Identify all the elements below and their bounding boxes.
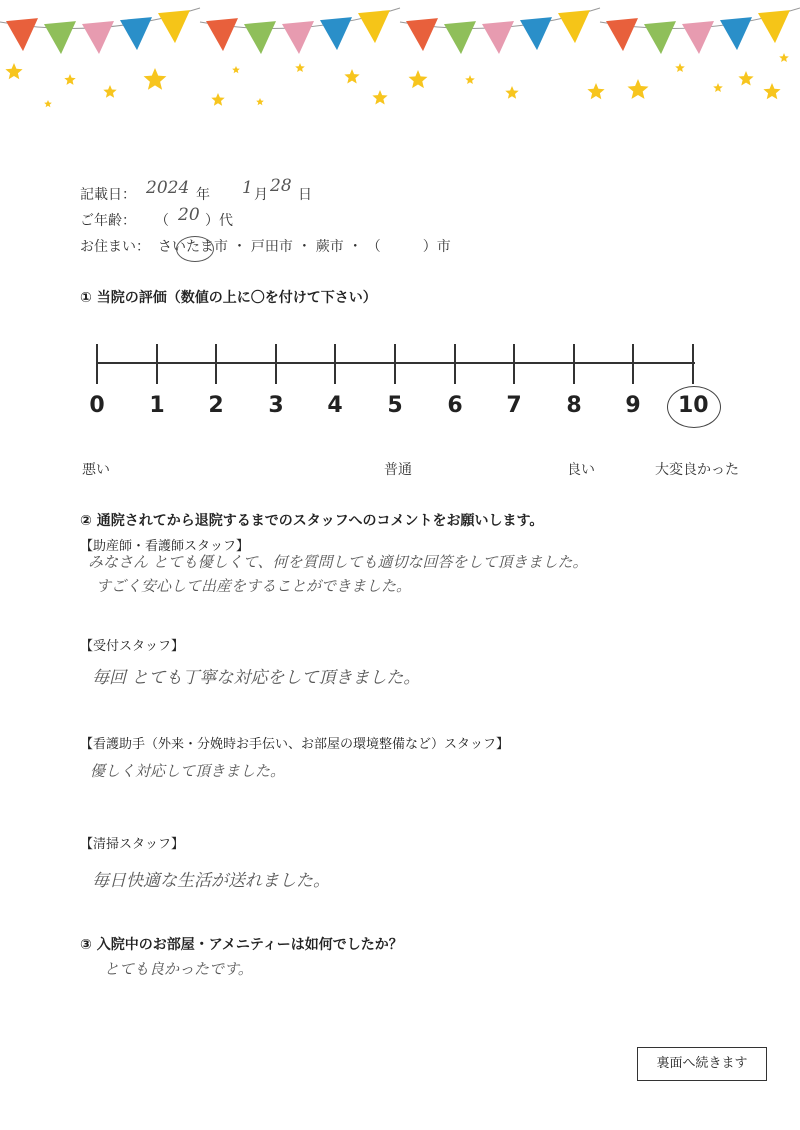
rating-tick-1 — [156, 344, 158, 384]
star-icon — [713, 83, 723, 92]
age-open-paren: （ — [155, 213, 169, 229]
year-unit: 年 — [196, 187, 210, 203]
reception-staff-label: 【受付スタッフ】 — [80, 639, 185, 654]
star-icon — [628, 79, 649, 99]
rating-number-3: 3 — [268, 393, 284, 418]
rating-tick-9 — [632, 344, 634, 384]
date-month-value: 1 — [242, 178, 253, 198]
rating-tick-5 — [394, 344, 396, 384]
continue-on-back-note: 裏面へ続きます — [637, 1047, 767, 1081]
bunting-flag — [644, 21, 676, 54]
bunting-flag — [282, 21, 314, 54]
star-icon — [256, 98, 264, 105]
bunting-flag — [682, 21, 714, 54]
rating-tick-0 — [96, 344, 98, 384]
day-unit: 日 — [298, 187, 312, 203]
rating-number-1: 1 — [149, 393, 165, 418]
bunting-banner — [0, 0, 800, 130]
rating-number-9: 9 — [625, 393, 641, 418]
rating-scale-line — [97, 362, 695, 364]
nursing-assistant-comment: 優しく対応して頂きました。 — [90, 762, 286, 780]
midwife-comment-line1: みなさん とても優しくて、何を質問しても適切な回答をして頂きました。 — [88, 553, 588, 571]
age-close-unit: ）代 — [205, 213, 233, 229]
rating-selected-circle — [667, 386, 721, 428]
date-year-value: 2024 — [146, 178, 190, 198]
reception-comment: 毎回 とても丁寧な対応をして頂きました。 — [92, 668, 421, 688]
star-icon — [5, 63, 22, 79]
rating-tick-10 — [692, 344, 694, 384]
rating-number-7: 7 — [506, 393, 522, 418]
bunting-flag — [520, 17, 552, 50]
rating-label-very-good: 大変良かった — [655, 462, 739, 478]
rating-number-8: 8 — [566, 393, 582, 418]
rating-label-normal: 普通 — [384, 462, 412, 478]
star-icon — [738, 71, 753, 86]
room-section-title: ③ 入院中のお部屋・アメニティーは如何でしたか？ — [80, 937, 403, 953]
bunting-flag — [558, 10, 590, 43]
comments-section-title: ② 通院されてから退院するまでのスタッフへのコメントをお願いします。 — [80, 513, 544, 529]
rating-number-5: 5 — [387, 393, 403, 418]
star-icon — [505, 86, 518, 99]
star-icon — [465, 75, 475, 84]
star-icon — [103, 85, 116, 98]
date-day-value: 28 — [270, 176, 292, 196]
rating-tick-7 — [513, 344, 515, 384]
rating-section-title: ① 当院の評価（数値の上に〇を付けて下さい） — [80, 290, 377, 306]
address-selected-circle — [176, 236, 214, 262]
rating-label-bad: 悪い — [82, 462, 110, 478]
address-options: さいたま市 ・ 戸田市 ・ 蕨市 ・ （ ）市 — [158, 239, 451, 255]
bunting-flag — [120, 17, 152, 50]
bunting-flag — [444, 21, 476, 54]
bunting-flag — [482, 21, 514, 54]
rating-number-0: 0 — [89, 393, 105, 418]
bunting-flag — [206, 18, 238, 51]
bunting-flag — [320, 17, 352, 50]
bunting-flag — [606, 18, 638, 51]
star-icon — [64, 74, 75, 85]
bunting-flag — [82, 21, 114, 54]
age-value: 20 — [178, 205, 200, 225]
rating-tick-6 — [454, 344, 456, 384]
star-icon — [211, 93, 224, 106]
month-unit: 月 — [254, 187, 268, 203]
rating-tick-4 — [334, 344, 336, 384]
age-label: ご年齢： — [80, 213, 136, 229]
star-icon — [44, 100, 52, 107]
bunting-flag — [244, 21, 276, 54]
rating-number-6: 6 — [447, 393, 463, 418]
star-icon — [409, 70, 428, 88]
star-icon — [232, 66, 240, 73]
star-icon — [779, 53, 789, 62]
rating-tick-8 — [573, 344, 575, 384]
midwife-staff-label: 【助産師・看護師スタッフ】 — [80, 539, 250, 554]
bunting-flag — [6, 18, 38, 51]
bunting-flag — [358, 10, 390, 43]
bunting-flag — [158, 10, 190, 43]
star-icon — [372, 90, 387, 105]
midwife-comment-line2: すごく安心して出産をすることができました。 — [96, 577, 412, 595]
rating-tick-2 — [215, 344, 217, 384]
star-icon — [763, 83, 780, 99]
star-icon — [587, 83, 604, 99]
cleaning-comment: 毎日快適な生活が送れました。 — [92, 871, 330, 891]
bunting-flag — [406, 18, 438, 51]
rating-number-4: 4 — [327, 393, 343, 418]
rating-label-good: 良い — [567, 462, 595, 478]
room-answer: とても良かったです。 — [104, 960, 253, 978]
cleaning-staff-label: 【清掃スタッフ】 — [80, 837, 185, 852]
date-label: 記載日： — [80, 187, 136, 203]
rating-number-2: 2 — [208, 393, 224, 418]
bunting-flag — [720, 17, 752, 50]
nursing-assistant-staff-label: 【看護助手（外来・分娩時お手伝い、お部屋の環境整備など）スタッフ】 — [80, 737, 510, 752]
star-icon — [675, 63, 685, 72]
star-icon — [344, 69, 359, 84]
rating-number-10: 10 — [678, 393, 709, 418]
bunting-flag — [758, 10, 790, 43]
address-label: お住まい： — [80, 239, 150, 255]
star-icon — [295, 63, 305, 72]
rating-tick-3 — [275, 344, 277, 384]
bunting-flag — [44, 21, 76, 54]
star-icon — [144, 68, 167, 90]
